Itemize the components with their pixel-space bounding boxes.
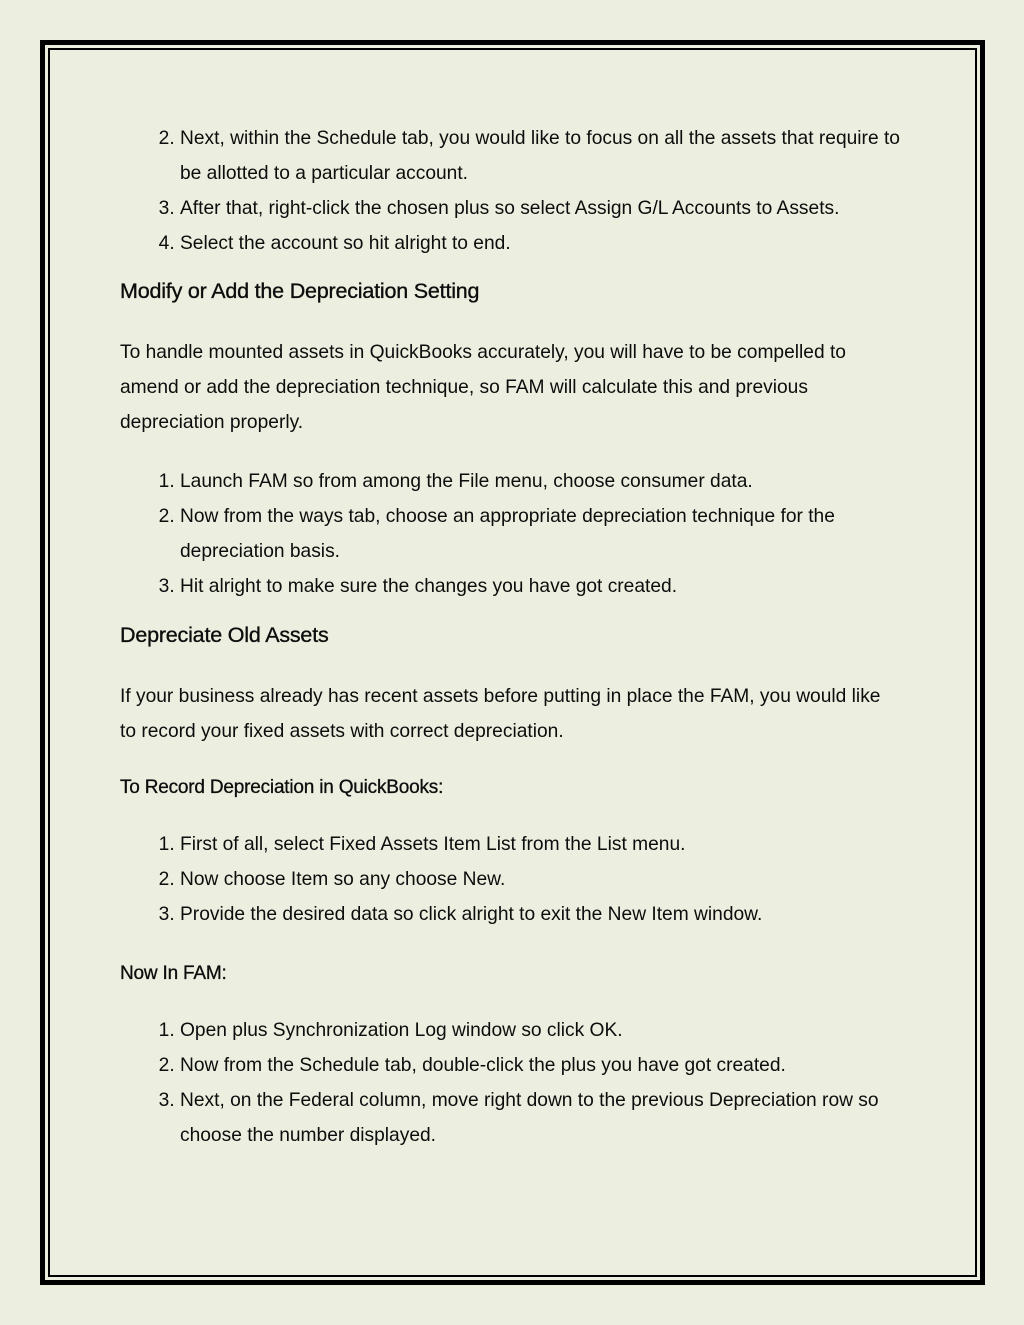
heading-depreciate-old-assets: Depreciate Old Assets — [120, 623, 329, 647]
heading-now-in-fam: Now In FAM: — [120, 963, 227, 984]
list-item: 2. Now from the Schedule tab, double-click the plus you have got created. — [180, 1048, 900, 1083]
list-item: 2. Now from the ways tab, choose an appropriate depreciation technique for the depreciation basis. — [180, 499, 900, 569]
list-item: 3. Next, on the Federal column, move right down to the previous Depreciation row so choose the number displayed. — [180, 1083, 900, 1153]
paragraph-depreciate-old-assets: If your business already has recent assets before putting in place the FAM, you would like to record your fixed assets with correct depreciation. — [120, 686, 881, 742]
steps-list-record-depreciation — [120, 827, 900, 932]
steps-list-assign-accounts — [120, 121, 900, 261]
list-item: 1. First of all, select Fixed Assets Item List from the List menu. — [180, 827, 900, 862]
document-body — [120, 121, 900, 1153]
list-item: 1. Open plus Synchronization Log window so click OK. — [180, 1013, 900, 1048]
heading-modify-depreciation: Modify or Add the Depreciation Setting — [120, 279, 480, 303]
list-item: 4. Select the account so hit alright to end. — [180, 226, 900, 261]
steps-list-now-in-fam — [120, 1013, 900, 1153]
list-item: 3. After that, right-click the chosen plus so select Assign G/L Accounts to Assets. — [180, 191, 900, 226]
list-item: 1. Launch FAM so from among the File menu, choose consumer data. — [180, 464, 900, 499]
heading-record-depreciation: To Record Depreciation in QuickBooks: — [120, 777, 444, 798]
list-item: 3. Provide the desired data so click alright to exit the New Item window. — [180, 897, 900, 932]
list-item: 3. Hit alright to make sure the changes you have got created. — [180, 569, 900, 604]
list-item: 2. Next, within the Schedule tab, you would like to focus on all the assets that require to be allotted to a particular account. — [180, 121, 900, 191]
list-item: 2. Now choose Item so any choose New. — [180, 862, 900, 897]
steps-list-modify-depreciation — [120, 464, 900, 604]
paragraph-modify-depreciation: To handle mounted assets in QuickBooks accurately, you will have to be compelled to amend or add the depreciation technique, so FAM will calculate this and previous depreciation properly. — [120, 342, 846, 433]
